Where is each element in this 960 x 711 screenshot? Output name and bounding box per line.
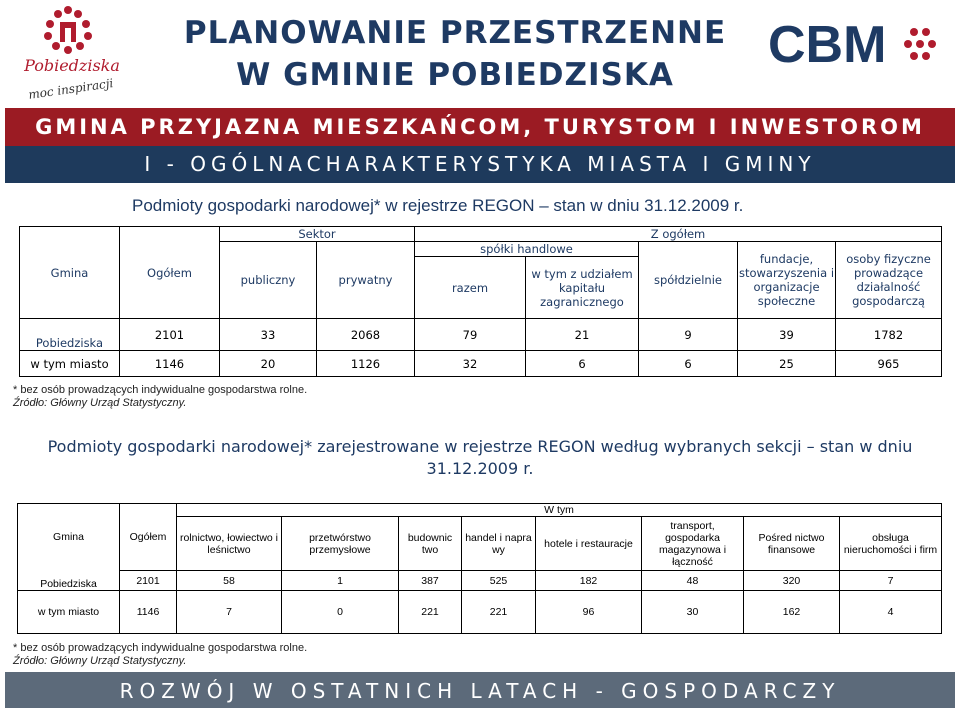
section2-title: Podmioty gospodarki narodowej* zarejestrowane w rejestrze REGON według wybranych sekcji – stan w dniu 31.12.2009 r. xyxy=(47,437,913,478)
col-spolki: spółki handlowe xyxy=(415,242,639,257)
cbm-dots-icon xyxy=(904,28,936,60)
col-obsluga: obsługa nieruchomości i firm xyxy=(840,517,942,571)
cbm-logo-text: CBM xyxy=(768,16,887,74)
regon-table xyxy=(19,226,942,377)
source-2: Źródło: Główny Urząd Statystyczny. xyxy=(13,655,187,667)
col-gmina: Gmina xyxy=(18,504,120,571)
footnote-1: * bez osób prowadzących indywidualne gospodarstwa rolne. xyxy=(13,384,308,396)
band-bottom: ROZWÓJ W OSTATNICH LATACH - GOSPODARCZY xyxy=(5,672,955,708)
col-ogolem: Ogółem xyxy=(120,504,177,571)
col-z-ogolem: Z ogółem xyxy=(415,227,942,242)
cbm-logo xyxy=(768,14,948,74)
col-budownictwo: budownic two xyxy=(399,517,462,571)
col-publiczny: publiczny xyxy=(220,242,317,319)
band-slogan: GMINA PRZYJAZNA MIESZKAŃCOM, TURYSTOM I INWESTOROM xyxy=(5,108,955,146)
col-w-tym-udzial: w tym z udziałem kapitału zagranicznego xyxy=(526,257,639,319)
col-rolnictwo: rolnictwo, łowiectwo i leśnictwo xyxy=(177,517,282,571)
logo-tagline: moc inspiracji xyxy=(27,76,115,102)
col-fundacje: fundacje, stowarzyszenia i organizacje społeczne xyxy=(738,242,836,319)
col-ogolem: Ogółem xyxy=(120,227,220,319)
table-row: Pobiedziska 2101 33 2068 79 21 9 39 1782 xyxy=(20,319,942,351)
band-section: I - OGÓLNACHARAKTERYSTYKA MIASTA I GMINY xyxy=(5,146,955,183)
col-handel: handel i napra wy xyxy=(462,517,536,571)
section1-title: Podmioty gospodarki narodowej* w rejestrze REGON – stan w dniu 31.12.2009 r. xyxy=(132,196,744,215)
col-hotele: hotele i restauracje xyxy=(536,517,642,571)
col-w-tym: W tym xyxy=(177,504,942,517)
pobiedziska-emblem-icon xyxy=(12,4,132,59)
col-przetworstwo: przetwórstwo przemysłowe xyxy=(282,517,399,571)
col-razem: razem xyxy=(415,257,526,319)
col-osoby: osoby fizyczne prowadzące działalność gospodarczą xyxy=(836,242,942,319)
col-gmina: Gmina xyxy=(20,227,120,319)
logo-brand: Pobiedziska xyxy=(24,56,120,75)
page-title: PLANOWANIE PRZESTRZENNE W GMINIE POBIEDZISKA xyxy=(183,15,727,93)
table-row: w tym miasto 1146 7 0 221 221 96 30 162 4 xyxy=(18,591,942,634)
pobiedziska-logo xyxy=(12,4,132,104)
table-row: w tym miasto 1146 20 1126 32 6 6 25 965 xyxy=(20,351,942,377)
col-sektor: Sektor xyxy=(220,227,415,242)
col-transport: transport, gospodarka magazynowa i łączność xyxy=(642,517,744,571)
col-posrednictwo: Pośred nictwo finansowe xyxy=(744,517,840,571)
table-row: Pobiedziska 2101 58 1 387 525 182 48 320 7 xyxy=(18,571,942,591)
col-prywatny: prywatny xyxy=(317,242,415,319)
regon-sections-table xyxy=(17,503,942,634)
col-spoldzielnie: spółdzielnie xyxy=(639,242,738,319)
source-1: Źródło: Główny Urząd Statystyczny. xyxy=(13,397,187,409)
footnote-2: * bez osób prowadzących indywidualne gospodarstwa rolne. xyxy=(13,642,308,654)
